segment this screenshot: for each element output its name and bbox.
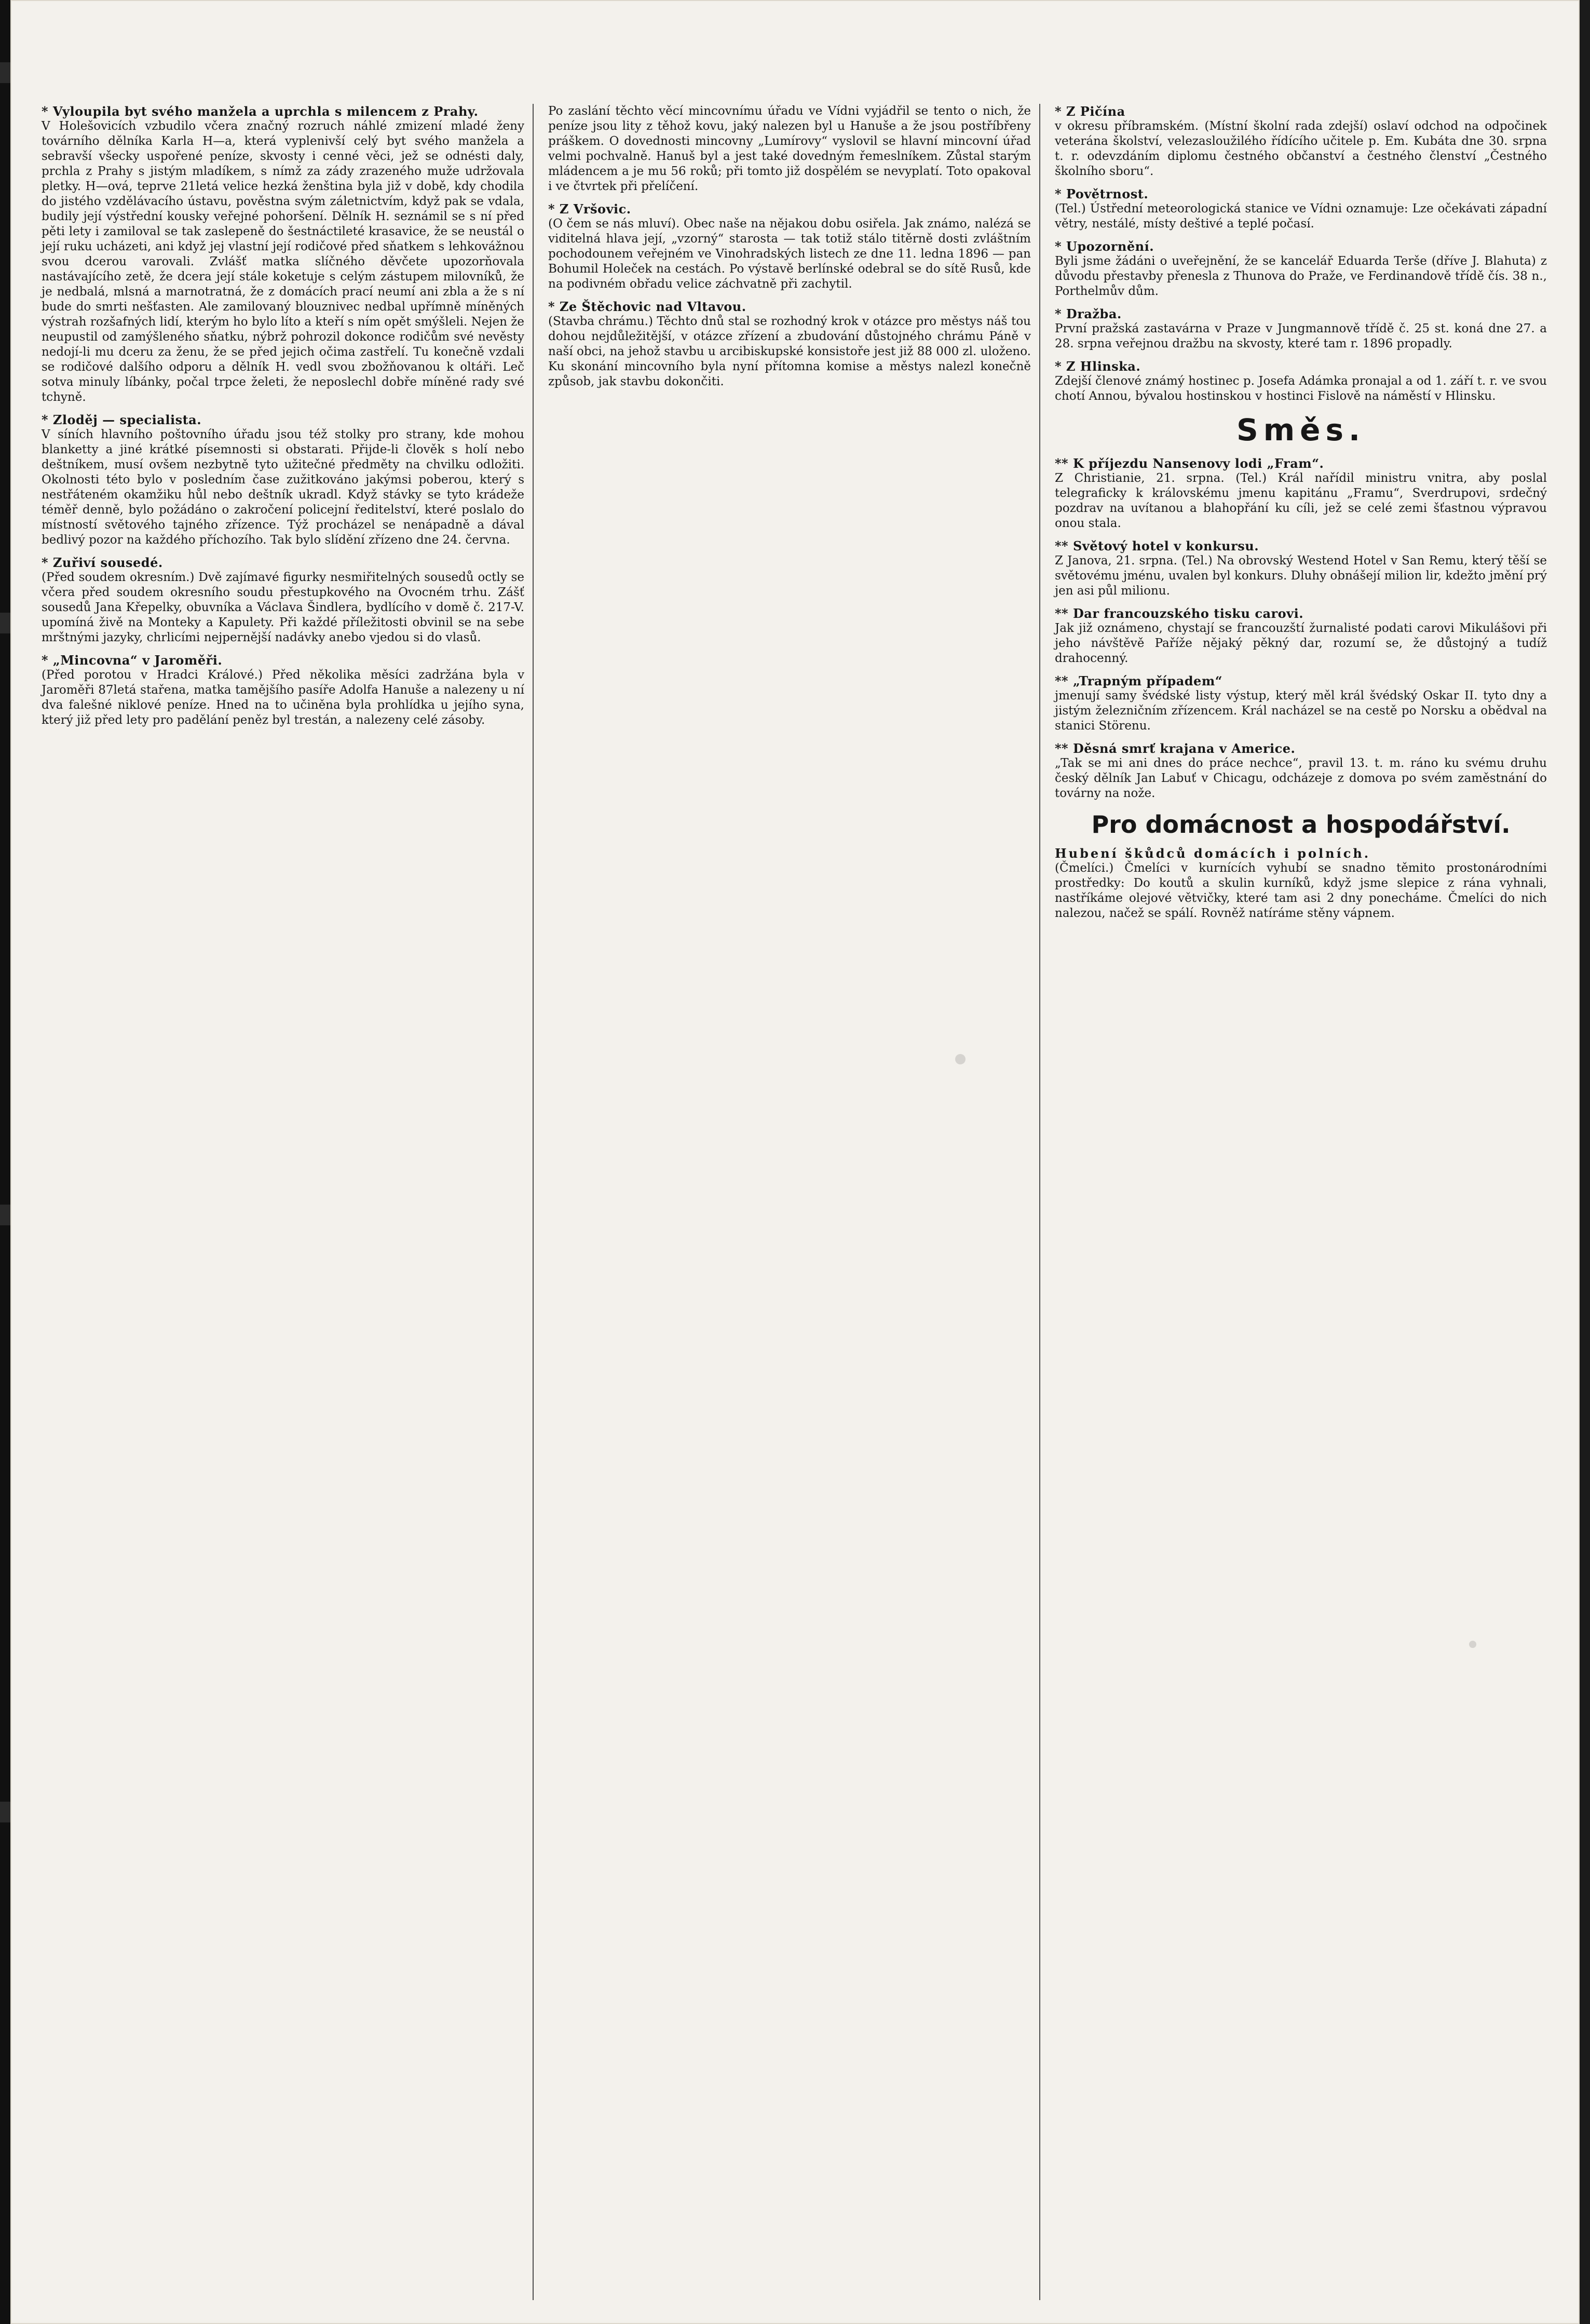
newspaper-page: [10, 0, 1580, 2324]
article: [548, 201, 1035, 292]
article-headline: * Povětrnost.: [1055, 186, 1149, 201]
article-text: Po zaslání těchto věcí mincovnímu úřadu ve Vídni vyjádřil se tento o nich, že peníze jsou lity z těhož kovu, jaký nalezen byl u Hanuše a že jsou postříbřeny práškem. O dovednosti mincovny „Lumírovy“ vyslovil se hlavní mincovní úřad velmi pochvalně. Hanuš byl a jest také dovedným řemeslníkem. Zůstal starým mládencem a je mu 56 roků; při tomto již dospělém se nevyplatí. Toto opakoval i ve čtvrtek při přelíčení.: [548, 104, 1035, 193]
article-text: Z Janova, 21. srpna. (Tel.) Na obrovský Westend Hotel v San Remu, který těší se světovému jménu, uvalen byl konkurs. Dluhy obnášejí milion lir, kdežto jmění prý jen asi půl milionu.: [1055, 554, 1551, 598]
article-headline: Hubení škůdců domácích i polních.: [1055, 846, 1371, 861]
article-text: (Před soudem okresním.) Dvě zajímavé figurky nesmiřitelných sousedů octly se včera před soudem okresního soudu přestupkového na Ovocném trhu. Zášť sousedů Jana Křepelky, obuvníka a Václava Šindlera, bydlícího v domě č. 217-V. upomíná živě na Monteky a Kapulety. Při každé příležitosti obvinil se na sebe mrštnými jazyky, chrlicími nejpernější nadávky anebo vjedou si do vlasů.: [42, 571, 528, 644]
article: [42, 555, 528, 645]
article-text: „Tak se mi ani dnes do práce nechce“, pravil 13. t. m. ráno ku svému druhu český dělník Jan Labuť v Chicagu, odcházeje z domova po svém zaměstnání do továrny na nože.: [1055, 756, 1551, 800]
article: [1055, 741, 1551, 801]
film-stripe: [0, 1802, 10, 1822]
article-headline: ** Dar francouzského tisku carovi.: [1055, 606, 1304, 621]
article-text: V Holešovicích vzbudilo včera značný rozruch náhlé zmizení mladé ženy továrního dělníka Karla H—a, která vyplenivší celý byt svého manžela a sebravší všecky uspořené peníze, skvosty i cenné věci, jež se odnésti daly, prchla z Prahy s jistým mladíkem, s nímž za zády zrazeného muže udržovala pletky. H—ová, teprve 21letá velice hezká ženština byla již v době, kdy chodila do jistého vzdělávacího ústavu, pověstna svým záletnictvím, když pak se vdala, budily její výstřední kousky veřejné pohoršení. Dělník H. seznámil se s ní před pěti lety i zamiloval se tak zaslepeně do šestnáctileté krasavice, že se neustál o její ruku ucházeti, ani když jej vlastní její rodičové před sňatkem s lehkovážnou svou dcerou varovali. Zvlášť matka slíčného děvčete upozorňovala nastávajícího zetě, že dcera její stále koketuje s celým zástupem milovníků, že je nedbalá, mlsná a marnotratná, že z domácích prací neumí ani zbla a že s ní bude do smrti nešťasten. Ale zamilovaný blouznivec nedbal upřímně míněných výstrah rozšafných lidí, kterým ho bylo líto a kteří s ním opět smýšleli. Nejen že neupustil od zamýšleného sňatku, nýbrž pohrozil dokonce rodičům své nevěsty nedojí-li mu dceru za ženu, že se před jejich očima zastřelí. Tu konečně vzdali se rodičové dalšího odporu a dělník H. vedl svou zbožňovanou k oltáři. Leč sotva minuly líbánky, počal trpce želeti, že neposlechl dobře míněné rady své tchyně.: [42, 119, 528, 404]
article: [548, 299, 1035, 389]
article-text: (O čem se nás mluví). Obec naše na nějakou dobu osiřela. Jak známo, nalézá se viditelná hlava její, „vzorný“ starosta — tak totiž stálo titěrně dosti zvláštním pochodounem veřejném ve Vinohradských listech ze dne 11. ledna 1896 — pan Bohumil Holeček na cestách. Po výstavě berlínské odebral se do sítě Rusů, kde na podivném obřadu velice záchvatně při zachytil.: [548, 217, 1035, 291]
article: [1055, 186, 1551, 232]
article-headline: ** Děsná smrť krajana v Americe.: [1055, 741, 1296, 756]
article-text: (Čmelíci.) Čmelíci v kurnících vyhubí se snadno těmito prostonárodními prostředky: Do koutů a skulin kurníků, když jsme slepice z rána vyhnali, nastříkáme olejové větvičky, které tam asi 2 dny ponecháme. Čmelíci do nich nalezou, načež se spálí. Rovněž natíráme stěny vápnem.: [1055, 861, 1551, 920]
article-text: V síních hlavního poštovního úřadu jsou též stolky pro strany, kde mohou blanketty a jiné krátké písemnosti si obstarati. Přijde-li člověk s holí nebo deštníkem, musí ovšem nezbytně tyto užitečné předměty na chvilku odložiti. Okolnosti této bylo v posledním čase zužitkováno jakýmsi poberou, který s nestřáteném okamžiku hůl nebo deštník ukradl. Když stávky se tyto krádeže téměř denně, bylo požádáno o zakročení policejní ředitelství, které poslalo do místností světového tajného zřízence. Týž procházel se nenápadně a dával bedlivý pozor na každého příchozího. Tak bylo slídění zřízeno dne 24. června.: [42, 428, 528, 547]
article-headline: * Vyloupila byt svého manžela a uprchla s milencem z Prahy.: [42, 104, 479, 119]
left-column: [42, 104, 534, 2300]
article-headline: ** „Trapným případem“: [1055, 673, 1223, 688]
article-text: v okresu příbramském. (Místní školní rada zdejší) oslaví odchod na odpočinek veterána školství, velezasloužilého řídícího učitele p. Em. Kubáta dne 30. srpna t. r. odevzdáním diplomu čestného občanství a čestného členství „Čestného školního sboru“.: [1055, 119, 1551, 178]
article-text: (Před porotou v Hradci Králové.) Před několika měsíci zadržána byla v Jaroměři 87letá stařena, matka tamějšího pasíře Adolfa Hanuše a nalezeny u ní dva falešné niklové peníze. Hned na to učiněna byla prohlídka u jejího syna, který již před lety pro padělání peněz byl trestán, a nalezeny celé zásoby.: [42, 668, 528, 727]
article-text: jmenují samy švédské listy výstup, který měl král švédský Oskar II. tyto dny a jistým železničním zřízencem. Král nacházel se na cestě po Norsku a obědval na stanici Störenu.: [1055, 689, 1551, 733]
article: [42, 104, 528, 405]
article-text: Zdejší členové známý hostinec p. Josefa Adámka pronajal a od 1. září t. r. ve svou chotí Annou, bývalou hostinskou v hostinci Fislově na náměstí v Hlinsku.: [1055, 374, 1551, 403]
article: [1055, 456, 1551, 531]
article: [42, 653, 528, 728]
film-stripe: [0, 613, 10, 633]
article-headline: * Z Hlinska.: [1055, 359, 1141, 374]
article-headline: * Z Pičína: [1055, 104, 1125, 119]
article-headline: * Zloděj — specialista.: [42, 412, 202, 427]
article: [1055, 104, 1551, 179]
article-headline: * Zuřiví sousedé.: [42, 555, 163, 570]
page-content: [42, 104, 1551, 2300]
article-text: Byli jsme žádáni o uveřejnění, že se kancelář Eduarda Terše (dříve J. Blahuta) z důvodu přestavby přenesla z Thunova do Praže, ve Ferdinandově třídě čís. 38 n., Porthelmův dům.: [1055, 254, 1551, 298]
article: [42, 412, 528, 548]
article: [1055, 306, 1551, 352]
section-title: Směs.: [1236, 412, 1366, 448]
middle-column: [548, 104, 1040, 2300]
section-subtitle: Pro domácnost a hospodářství.: [1091, 810, 1511, 839]
article-text: (Tel.) Ústřední meteorologická stanice ve Vídni oznamuje: Lze očekávati západní větry, nestálé, místy deštivé a teplé počasí.: [1055, 202, 1551, 231]
article: [1055, 846, 1551, 921]
film-stripe: [0, 1205, 10, 1225]
film-edge: [0, 0, 10, 2324]
article: [1055, 538, 1551, 599]
article: [548, 104, 1035, 194]
article: [1055, 359, 1551, 404]
article-text: První pražská zastavárna v Praze v Jungmannově třídě č. 25 st. koná dne 27. a 28. srpna veřejnou dražbu na skvosty, které tam r. 1896 propadly.: [1055, 322, 1551, 350]
article-headline: * „Mincovna“ v Jaroměři.: [42, 653, 223, 668]
right-column: [1055, 104, 1551, 2300]
article-text: (Stavba chrámu.) Těchto dnů stal se rozhodný krok v otázce pro městys náš tou dohou nejdůležitější, v otázce zřízení a zbudování důstojného chrámu Páně v naší obci, na jehož stavbu u arcibiskupské konsistoře jest již 88 000 zl. uloženo. Ku skonání mincovního byla nyní přítomna komise a městys nalezl konečně způsob, jak stavbu dokončiti.: [548, 315, 1035, 388]
article-headline: * Upozornění.: [1055, 239, 1154, 254]
article: [1055, 239, 1551, 299]
article-text: Jak již oznámeno, chystají se francouzští žurnalisté podati carovi Mikulášovi při jeho návštěvě Paříže nějaký pěkný dar, rozumí se, že důstojný a tudíž drahocenný.: [1055, 621, 1551, 665]
article-text: Z Christianie, 21. srpna. (Tel.) Král nařídil ministru vnitra, aby poslal telegraficky k královskému jmenu kapitánu „Framu“, Sverdrupovi, srdečný pozdrav na uvítanou a blahopřání ku cíli, jež se celé zemi šťastnou výpravou onou stala.: [1055, 471, 1551, 530]
article-headline: ** K příjezdu Nansenovy lodi „Fram“.: [1055, 456, 1324, 471]
article: [1055, 673, 1551, 734]
article: [1055, 606, 1551, 666]
article-headline: * Z Vršovic.: [548, 201, 631, 217]
article-headline: * Ze Štěchovic nad Vltavou.: [548, 299, 746, 314]
film-stripe: [0, 62, 10, 83]
article-headline: ** Světový hotel v konkursu.: [1055, 538, 1259, 553]
article-headline: * Dražba.: [1055, 306, 1122, 321]
